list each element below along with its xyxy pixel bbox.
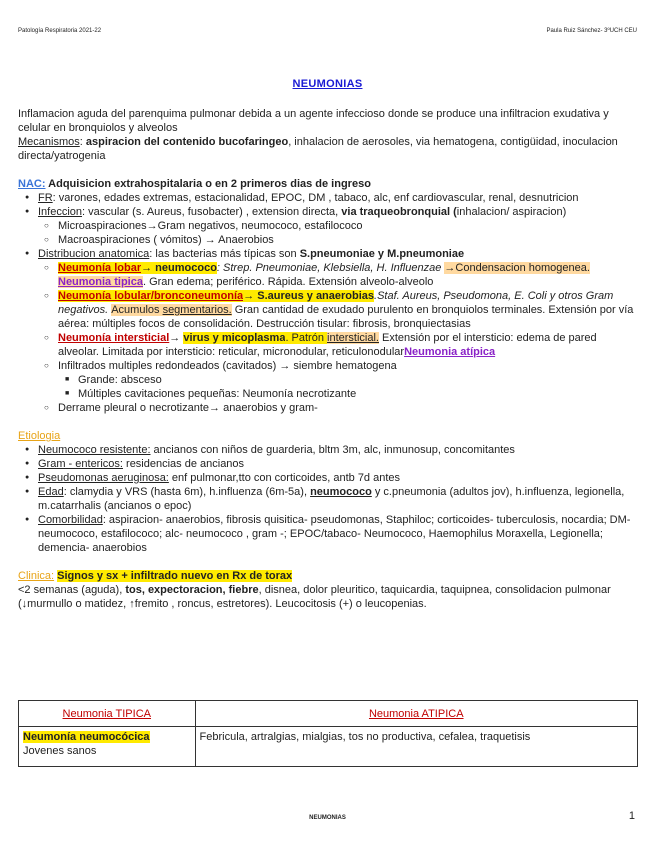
lobar-tipica: Neumonia tipica <box>58 276 143 288</box>
page-number: 1 <box>628 810 635 822</box>
infeccion-end: inhalacion/ aspiracion) <box>456 206 567 218</box>
clinica-line-bold: tos, expectoracion, fiebre <box>125 584 259 596</box>
table-cell: Febricula, artralgias, mialgias, tos no productiva, cefalea, traquetisis <box>195 727 637 767</box>
distrib-text: : las bacterias más típicas son <box>149 248 300 260</box>
footer-title: NEUMONIAS <box>309 815 346 821</box>
fr-item <box>38 191 638 205</box>
grande-item: ■ Grande: absceso <box>78 373 638 387</box>
infeccion-label: Infeccion <box>38 206 83 218</box>
distrib-label: Distribucion anatomica <box>38 248 150 260</box>
macro-item: ○ Macroaspiraciones ( vómitos) → Anaerobios <box>58 233 638 247</box>
etiologia-item <box>38 443 638 457</box>
definition-paragraph: Inflamacion aguda del parenquima pulmonar debida a un agente infeccioso donde se produce una infiltracion exudativa y celular en bronquiolos y alveolos <box>18 108 609 134</box>
fr-text: : varones, edades extremas, estacionalidad, EPOC, DM , tabaco, alc, enf cardiovascular, renal, desnutricion <box>52 192 579 204</box>
lobar-italic: : Strep. Pneumoniae, Klebsiella, H. Influenzae <box>216 262 445 274</box>
mecanismos-rest: , inhalacion de aerosoles, via hematogena, contigüidad, inoculacion directa/yatrogenia <box>18 136 618 162</box>
header-right: Paula Ruiz Sánchez- 3ºUCH CEU <box>546 28 637 34</box>
table-cell-title: Neumonía neumocócica <box>23 731 150 743</box>
intersticial-patron: . Patrón <box>285 332 328 344</box>
etiologia-text2: y c.pneumonia (adultos jov), h.influenza, legionella, m.catarrhalis (ancianos o epoc) <box>38 486 625 512</box>
lobar-item: ○ Neumonía lobar→ neumococo: Strep. Pneumoniae, Klebsiella, H. Influenzae →Condensacion homogenea. Neumonia tipica. Gran edema; periférico. Rápida. Extensión alveolo-alveolo <box>58 261 638 289</box>
multiples-item: ■ Múltiples cavitaciones pequeñas: Neumonía necrotizante <box>78 387 638 401</box>
mecanismos-label: Mecanismos <box>18 136 80 148</box>
etiologia-list <box>18 443 638 555</box>
table-header-atipica: Neumonia ATIPICA <box>195 701 637 727</box>
etiologia-label: Comorbilidad <box>38 514 103 526</box>
etiologia-label: Gram - entericos: <box>38 458 123 470</box>
clinica-bold: Signos y sx + infiltrado nuevo en Rx de torax <box>57 570 293 582</box>
distribucion-sublist <box>38 261 638 415</box>
distrib-bold: S.pneumoniae y M.pneumoniae <box>299 248 465 260</box>
etiologia-text: : clamydia y VRS (hasta 6m), h.influenza (6m-5a), <box>63 486 311 498</box>
nac-tag: NAC: <box>18 178 46 190</box>
table-header-row <box>19 701 638 727</box>
infeccion-bold: via traqueobronquial ( <box>341 206 457 218</box>
fr-label: FR <box>38 192 53 204</box>
micro-item: ○ Microaspiraciones→Gram negativos, neumococo, estafilococo <box>58 219 638 233</box>
lobar-name: Neumonía lobar <box>58 262 142 274</box>
lobulillar-item <box>58 289 638 331</box>
etiologia-heading: Etiologia <box>18 430 61 442</box>
clinica-paragraph <box>18 583 638 611</box>
comparison-table <box>18 700 638 767</box>
header-left: Patología Respiratoria 2021-22 <box>18 28 102 34</box>
lobar-arrow: → neumococo <box>141 262 217 274</box>
intersticial-item <box>58 331 638 359</box>
lobulillar-hl-b: segmentarios. <box>162 304 232 316</box>
etiologia-text: : aspiracion- anaerobios, fibrosis quisitica- pseudomonas, Staphiloc; corticoides- tuberculosis, nocardia; DM- neumococo, estafilococo; alc- neumococo , gram -; EPOC/tabaco- Neumococo, Haemophilus Moraxella, Legionella; demencia- anaerobios <box>38 514 631 554</box>
lobar-highlight: →Condensacion homogenea <box>444 262 587 274</box>
nac-heading <box>18 177 638 191</box>
etiologia-label: Pseudomonas aeruginosa: <box>38 472 169 484</box>
clinica-line-b: , disnea, dolor pleuritico, taquicardia, taquipnea, consolidacion pulmonar (↓murmullo o matidez, ↑fremito , roncus, estretores). Leucocitosis (+) o leucopenias. <box>18 584 611 610</box>
table-row <box>19 727 638 767</box>
etiologia-text: ancianos con niños de guarderia, bltm 3m, alc, inmunosup, concomitantes <box>150 444 515 456</box>
etiologia-text: enf pulmonar,tto con corticoides, antb 7d antes <box>168 472 401 484</box>
infeccion-text: : vascular (s. Aureus, fusobacter) , extension directa, <box>82 206 342 218</box>
intersticial-bold: virus y micoplasma <box>183 332 286 344</box>
intersticial-name: Neumonía intersticial <box>58 332 170 344</box>
etiologia-item <box>38 471 638 485</box>
etiologia-bold: neumococo <box>310 486 372 498</box>
etiologia-label: Edad <box>38 486 64 498</box>
document-body <box>18 107 638 611</box>
lobar-rest: . Gran edema; periférico. Rápida. Extensión alveolo-alveolo <box>142 276 434 288</box>
lobulillar-name: Neumonía lobular/bronconeumonía <box>58 290 244 302</box>
etiologia-item <box>38 457 638 471</box>
lobulillar-italic: .Staf. Aureus, Pseudomona, E. Coli y otros Gram negativos. <box>58 290 614 316</box>
table-header-tipica: Neumonia TIPICA <box>19 701 196 727</box>
distribucion-item <box>38 247 638 415</box>
infiltrados-text: Infiltrados multiples redondeados (cavitados) → siembre hematogena <box>58 360 397 372</box>
derrame-item: ○ Derrame pleural o necrotizante→ anaerobios y gram- <box>58 401 638 415</box>
clinica-heading <box>18 569 638 583</box>
mecanismos-bold: aspiracion del contenido bucofaringeo <box>85 136 289 148</box>
infiltrados-item <box>58 359 638 401</box>
etiologia-label: Neumococo resistente: <box>38 444 151 456</box>
infiltrados-sublist <box>58 373 638 401</box>
nac-heading-text: Adquisicion extrahospitalaria o en 2 primeros dias de ingreso <box>48 178 371 190</box>
table-cell <box>19 727 196 767</box>
lobulillar-rest: Gran cantidad de exudado purulento en bronquiolos terminales. Extensión por vía aérea: múltiples focos de consolidación. Destrucción tisular: fibrosis, bronquiectasias <box>58 304 634 330</box>
lobulillar-hl-a: Acumulos <box>111 304 163 316</box>
page-title: NEUMONIAS <box>292 78 363 90</box>
mecanismos-paragraph: Mecanismos: aspiracion del contenido bucofaringeo, inhalacion de aerosoles, via hematogena, contigüidad, inoculacion directa/yatrogenia <box>18 136 618 162</box>
clinica-label: Clinica: <box>18 570 55 582</box>
nac-list <box>18 191 638 415</box>
infeccion-item <box>38 205 638 247</box>
etiologia-item <box>38 513 638 555</box>
infeccion-sublist <box>38 219 638 247</box>
intersticial-arrow: → <box>169 332 184 344</box>
etiologia-text: residencias de ancianos <box>122 458 245 470</box>
intersticial-rest: Extensión por el intersticio: edema de pared alveolar. Limitada por intersticio: reticular, micronodular, reticulonodular <box>58 332 597 358</box>
intersticial-atipica: Neumonia atípica <box>404 346 496 358</box>
table-cell-text: Jovenes sanos <box>23 745 97 757</box>
etiologia-item <box>38 485 638 513</box>
clinica-line-a: <2 semanas (aguda), <box>18 584 126 596</box>
intersticial-hl: intersticial. <box>327 332 379 344</box>
lobulillar-arrow: → S.aureus y anaerobias <box>243 290 375 302</box>
